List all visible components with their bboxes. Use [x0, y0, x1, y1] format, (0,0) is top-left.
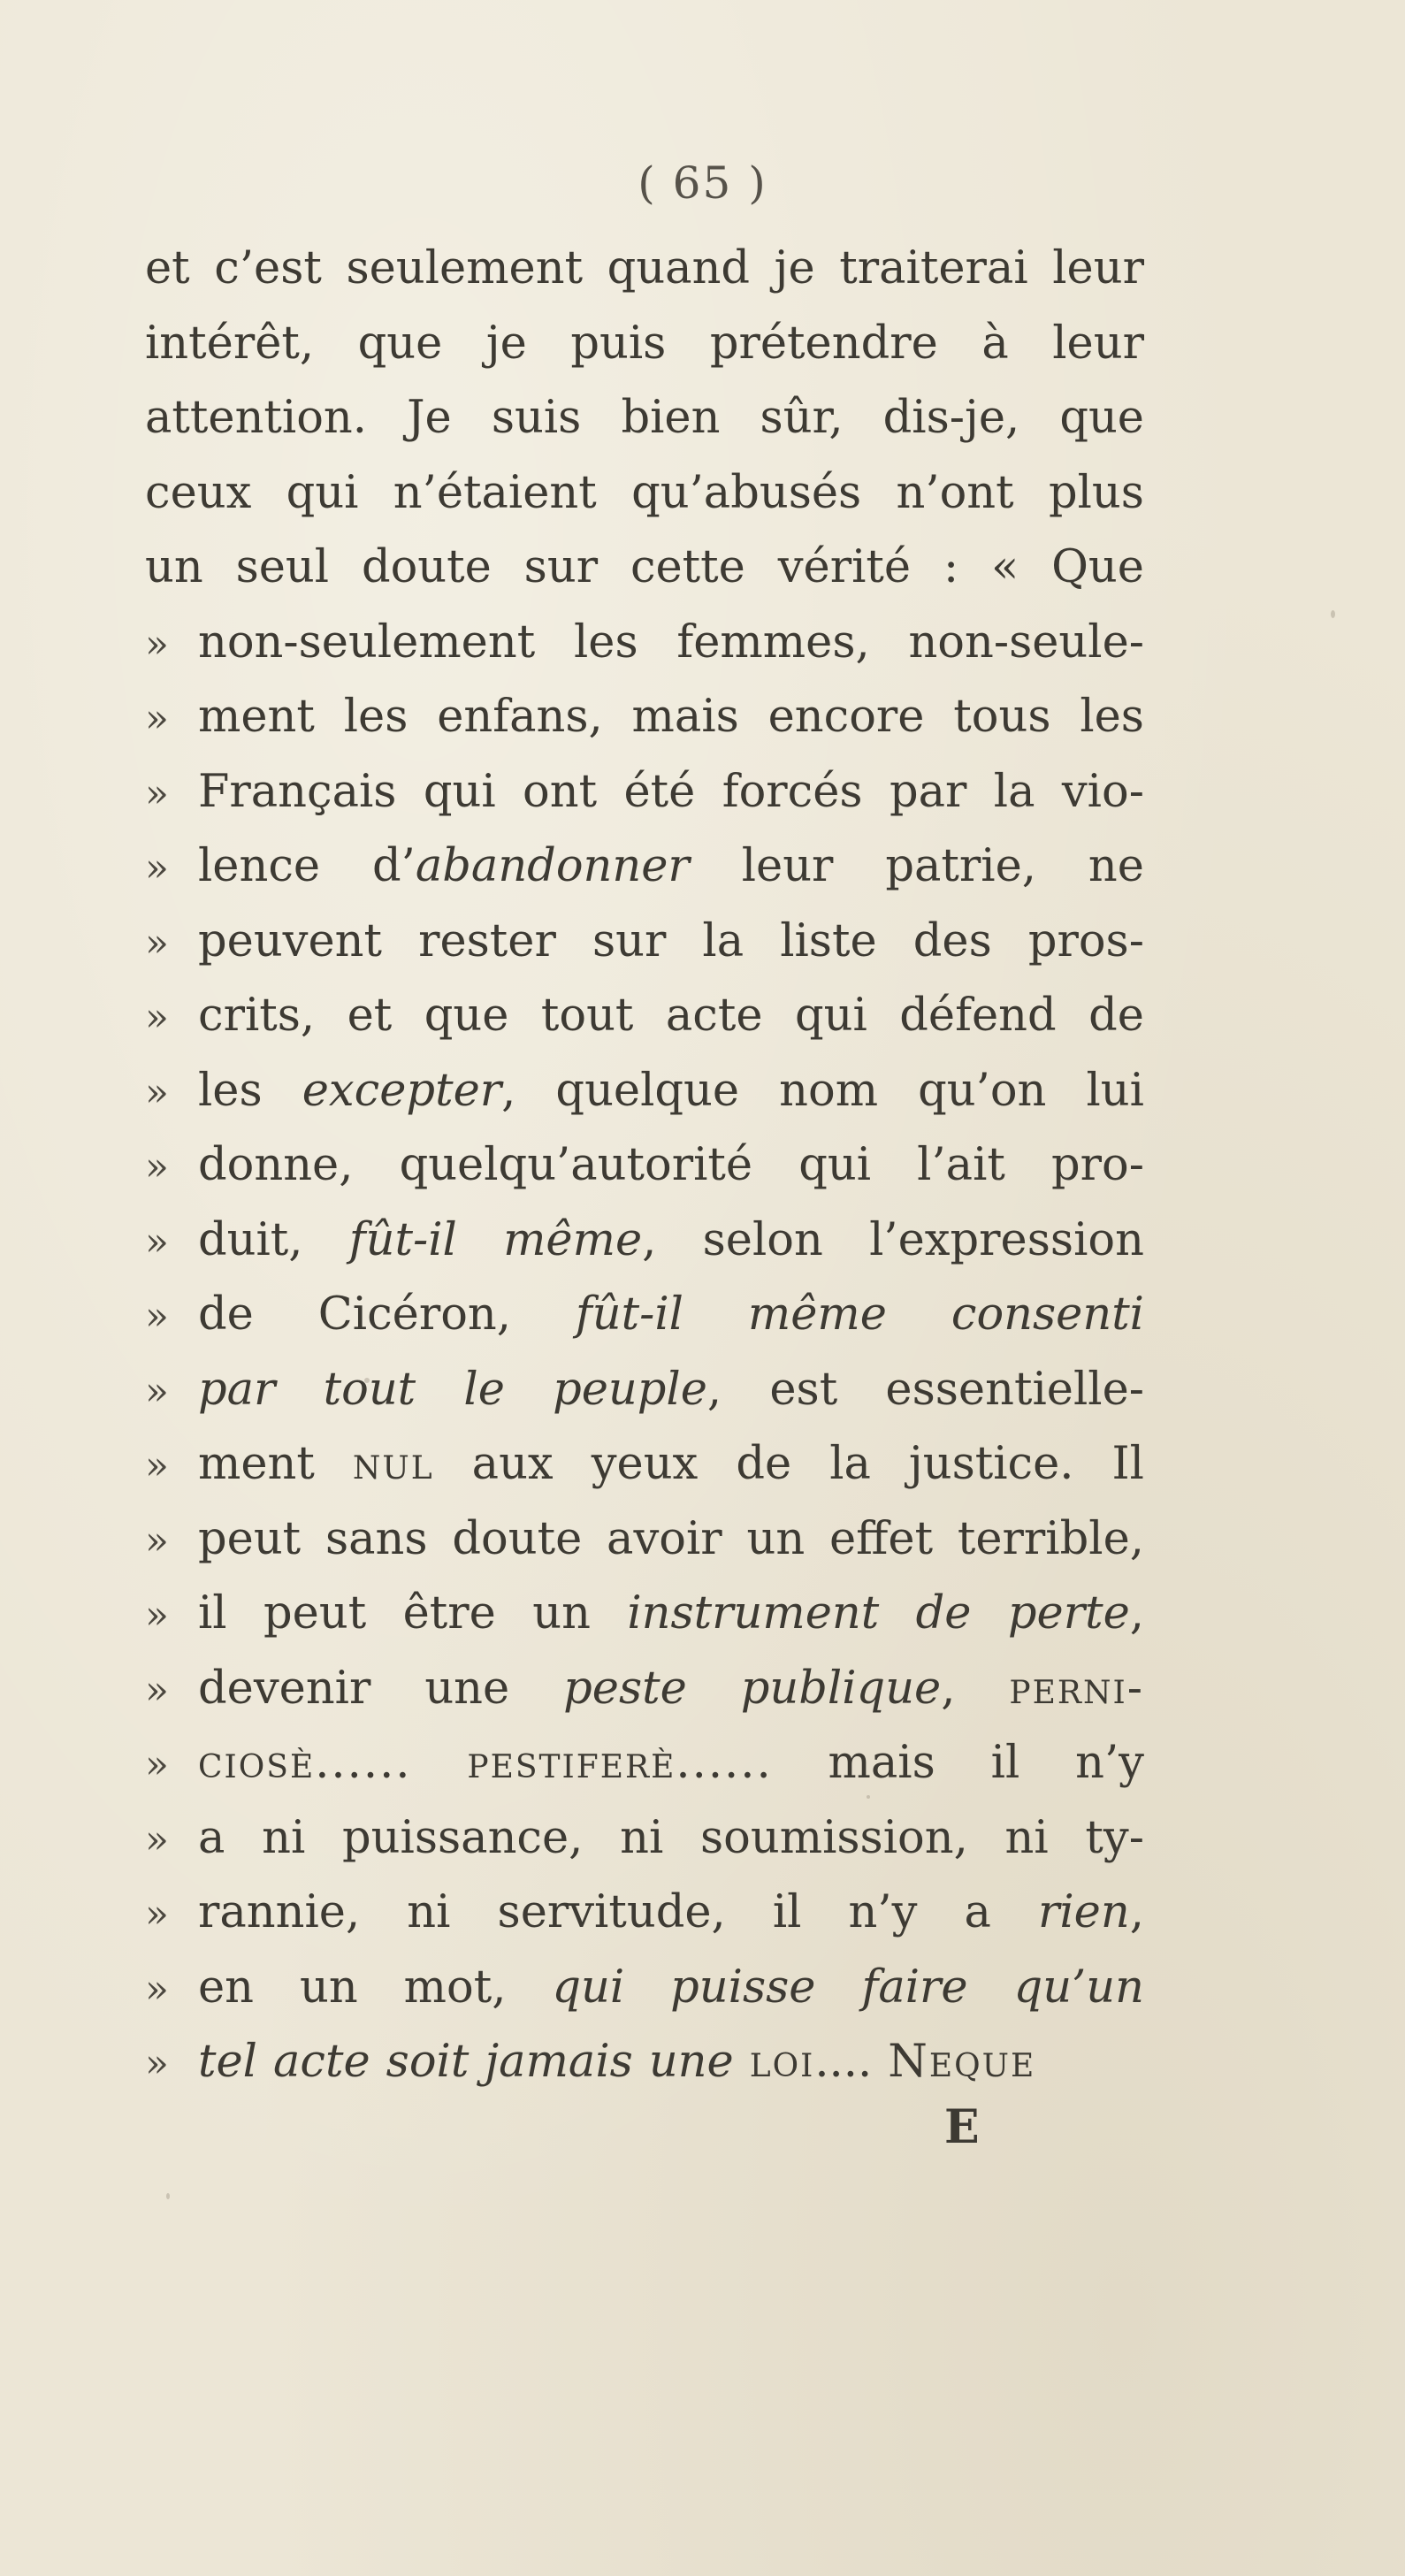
page-number: ( 65 ) [638, 157, 767, 209]
quoted-line [145, 1502, 1144, 1578]
word: Cicéron, [317, 1288, 511, 1341]
word: dis-je, [882, 392, 1020, 444]
word: faire [861, 1961, 968, 2014]
quoted-line [145, 829, 1144, 905]
word: devenir [198, 1662, 371, 1715]
word: attention. [145, 392, 367, 444]
text-line [145, 381, 1144, 456]
quoted-line [145, 1427, 1144, 1502]
quoted-line-text [198, 1577, 1144, 1652]
quoted-line [145, 680, 1144, 755]
word: seulement [346, 242, 584, 294]
word: qui [286, 466, 359, 519]
quoted-line [145, 755, 1144, 830]
paper-speck [867, 1795, 870, 1799]
word: crits, [198, 990, 316, 1042]
text-line [145, 456, 1144, 531]
quoted-line [145, 979, 1144, 1054]
word: leur [1052, 242, 1144, 294]
word: été [623, 765, 696, 818]
guillemet-mark: » [145, 770, 169, 816]
quoted-line-text [198, 905, 1144, 980]
word: même, [503, 1213, 657, 1266]
word: perte, [1007, 1587, 1144, 1640]
quoted-line-text [198, 1204, 1144, 1279]
word: un [532, 1587, 591, 1640]
guillemet-mark: » [145, 1144, 169, 1189]
word: qu’on [918, 1064, 1047, 1117]
quoted-line-text [198, 1427, 1144, 1502]
word: nul [352, 1438, 434, 1490]
word: peuvent [198, 914, 383, 967]
word: effet [828, 1512, 934, 1565]
word: seul [235, 541, 330, 593]
quoted-line [145, 905, 1144, 980]
quoted-line [145, 2025, 1144, 2100]
word: puisse [670, 1961, 816, 2014]
guillemet-mark: » [145, 1966, 169, 2012]
word: des [912, 914, 992, 967]
quoted-line [145, 1054, 1144, 1129]
word: peut [263, 1587, 367, 1640]
word: soit [386, 2036, 470, 2088]
word: les [198, 1064, 263, 1117]
word: les [343, 691, 409, 743]
word: encore [767, 691, 925, 743]
word: essentielle- [885, 1363, 1144, 1416]
word: n’ont [896, 466, 1014, 519]
word: pestiferè...... [467, 1737, 773, 1789]
word: justice. [908, 1438, 1074, 1490]
word: ceux [145, 466, 252, 519]
word: de [1088, 990, 1144, 1042]
word: sur [523, 541, 599, 593]
word: a [198, 1811, 225, 1864]
guillemet-mark: » [145, 995, 169, 1040]
paper-speck [166, 2193, 170, 2199]
quoted-line-text [198, 829, 1144, 905]
word: le [463, 1363, 505, 1416]
word: rien, [1037, 1886, 1144, 1938]
quoted-line [145, 606, 1144, 681]
word: tout [540, 990, 634, 1042]
word: fût-il [348, 1213, 457, 1266]
plain-lines [145, 232, 1144, 606]
word: qu’un [1013, 1961, 1144, 2014]
word: quand [607, 242, 751, 294]
quoted-line-text [198, 979, 1144, 1054]
word: sans [325, 1512, 428, 1565]
word: instrument [627, 1587, 880, 1640]
word: que [357, 317, 443, 370]
word: et [145, 242, 190, 294]
word: non-seule- [908, 615, 1144, 669]
word: d’abandonner [372, 840, 690, 892]
word: il [772, 1886, 802, 1938]
word: ni [620, 1811, 664, 1864]
word: excepter, [302, 1064, 516, 1117]
word: servitude, [497, 1886, 726, 1938]
word: puis [570, 317, 667, 370]
guillemet-mark: » [145, 1368, 169, 1414]
guillemet-mark: » [145, 1742, 169, 1787]
quoted-line-text [198, 1951, 1144, 2026]
word: ment [198, 691, 315, 743]
word: pros- [1027, 914, 1144, 967]
word: femmes, [676, 615, 870, 669]
word: qu’abusés [631, 466, 862, 519]
word: ty- [1085, 1811, 1144, 1864]
guillemet-mark: » [145, 845, 169, 891]
guillemet-mark: » [145, 1892, 169, 1937]
word: aux [471, 1438, 554, 1490]
word: tel [198, 2036, 257, 2088]
word: : [943, 541, 959, 593]
word: non-seulement [198, 615, 536, 669]
word: acte [665, 990, 763, 1042]
text-line [145, 232, 1144, 307]
guillemet-mark: » [145, 1443, 169, 1488]
word: de [915, 1587, 972, 1640]
word: cette [630, 541, 745, 593]
word: loi.... [749, 2036, 873, 2088]
quoted-line-text [198, 1054, 1144, 1129]
word: Je [407, 392, 452, 444]
guillemet-mark: » [145, 2041, 169, 2086]
word: une [424, 1662, 510, 1715]
text-block [145, 232, 1144, 2100]
word: sûr, [760, 392, 844, 444]
word: tous [953, 691, 1051, 743]
quoted-line-text [198, 2025, 1144, 2100]
quoted-line [145, 1951, 1144, 2026]
word: peste [563, 1662, 687, 1715]
word: même [747, 1288, 887, 1341]
word: un [145, 541, 203, 593]
quoted-line-text [198, 606, 1144, 681]
word: n’y [1075, 1737, 1144, 1789]
word: sur [592, 914, 667, 967]
word: être [402, 1587, 496, 1640]
word: perni- [1009, 1662, 1144, 1715]
word: avoir [607, 1512, 722, 1565]
word: doute [452, 1512, 583, 1565]
word: tout [323, 1363, 416, 1416]
word: ni [407, 1886, 451, 1938]
quoted-line-text [198, 1801, 1144, 1877]
word: l’expression [869, 1213, 1144, 1266]
word: par [198, 1363, 276, 1416]
word: plus [1048, 466, 1144, 519]
word: leur [741, 840, 834, 892]
word: mais [631, 691, 739, 743]
quoted-line [145, 1876, 1144, 1951]
word: est [769, 1363, 838, 1416]
word: publique, [740, 1662, 956, 1715]
word: leur [1052, 317, 1144, 370]
quoted-line [145, 1726, 1144, 1801]
quoted-line-text [198, 1502, 1144, 1578]
quoted-passage [145, 606, 1144, 2100]
word: il [198, 1587, 227, 1640]
word: que [424, 990, 509, 1042]
word: de [736, 1438, 792, 1490]
word: qui [423, 765, 496, 818]
quoted-line-text [198, 1652, 1144, 1727]
word: ni [1004, 1811, 1049, 1864]
word: selon [702, 1213, 823, 1266]
word: n’étaient [393, 466, 597, 519]
word: duit, [198, 1213, 303, 1266]
word: les [1080, 691, 1144, 743]
word: de [198, 1288, 254, 1341]
word: intérêt, [145, 317, 315, 370]
word: je [485, 317, 527, 370]
word: lence [198, 840, 321, 892]
word: quelqu’autorité [399, 1139, 753, 1191]
word: mais [828, 1737, 935, 1789]
word: la [993, 765, 1035, 818]
word: traiterai [839, 242, 1028, 294]
word: et [347, 990, 393, 1042]
word: la [702, 914, 744, 967]
word: yeux [591, 1438, 699, 1490]
word: à [981, 317, 1009, 370]
word: vérité [777, 541, 912, 593]
word: fût-il [575, 1288, 683, 1341]
word: l’ait [917, 1139, 1005, 1191]
guillemet-mark: » [145, 1517, 169, 1563]
word: ment [198, 1438, 315, 1490]
word: ont [523, 765, 598, 818]
quoted-line-text [198, 1353, 1144, 1428]
word: Que [1051, 541, 1144, 593]
word: Neque [888, 2036, 1036, 2088]
word: donne, [198, 1139, 354, 1191]
quoted-line-text [198, 1876, 1144, 1951]
word: terrible, [957, 1512, 1144, 1565]
quoted-line [145, 1204, 1144, 1279]
word: patrie, [885, 840, 1036, 892]
word: peut [198, 1512, 302, 1565]
word: en [198, 1961, 255, 2014]
word: nom [779, 1064, 879, 1117]
quoted-line [145, 1353, 1144, 1428]
word: ne [1088, 840, 1144, 892]
word: pro- [1051, 1139, 1144, 1191]
word: forcés [722, 765, 863, 818]
word: jamais [485, 2036, 633, 2088]
word: acte [273, 2036, 370, 2088]
word: puissance, [342, 1811, 584, 1864]
word: par [889, 765, 967, 818]
word: consenti [951, 1288, 1144, 1341]
word: une [648, 2036, 734, 2088]
word: vio- [1061, 765, 1144, 818]
quoted-line-text [198, 1128, 1144, 1204]
word: n’y [848, 1886, 918, 1938]
quoted-line-text [198, 755, 1144, 830]
paper-speck [364, 1378, 370, 1383]
word: qui [798, 1139, 872, 1191]
word: bien [621, 392, 721, 444]
word: ciosè...... [198, 1737, 412, 1789]
word: enfans, [437, 691, 603, 743]
guillemet-mark: » [145, 1219, 169, 1265]
word: quelque [555, 1064, 740, 1117]
word: a [964, 1886, 991, 1938]
word: rester [418, 914, 556, 967]
quoted-line-text [198, 1278, 1144, 1353]
word: lui [1086, 1064, 1144, 1117]
word: ni [262, 1811, 306, 1864]
quoted-line [145, 1128, 1144, 1204]
guillemet-mark: » [145, 920, 169, 966]
signature-mark: E [944, 2100, 980, 2154]
text-line [145, 531, 1144, 606]
word: prétendre [709, 317, 938, 370]
quoted-line-text [198, 1726, 1144, 1801]
word: qui [552, 1961, 625, 2014]
word: « [991, 541, 1019, 593]
word: qui [794, 990, 867, 1042]
guillemet-mark: » [145, 1294, 169, 1339]
guillemet-mark: » [145, 1667, 169, 1713]
paper-speck [1331, 610, 1335, 618]
word: je [774, 242, 815, 294]
word: mot, [403, 1961, 507, 2014]
word: doute [361, 541, 492, 593]
text-line [145, 307, 1144, 382]
quoted-line [145, 1577, 1144, 1652]
word: il [990, 1737, 1020, 1789]
quoted-line [145, 1801, 1144, 1877]
word: rannie, [198, 1886, 361, 1938]
word: un [299, 1961, 358, 2014]
quoted-line [145, 1652, 1144, 1727]
word: soumission, [699, 1811, 968, 1864]
word: un [746, 1512, 806, 1565]
guillemet-mark: » [145, 696, 169, 741]
word: Français [198, 765, 397, 818]
guillemet-mark: » [145, 621, 169, 667]
word: défend [899, 990, 1057, 1042]
word: liste [780, 914, 877, 967]
word: la [829, 1438, 871, 1490]
guillemet-mark: » [145, 1593, 169, 1638]
word: que [1059, 392, 1144, 444]
guillemet-mark: » [145, 1816, 169, 1862]
word: les [573, 615, 638, 669]
quoted-line-text [198, 680, 1144, 755]
word: c’est [214, 242, 322, 294]
guillemet-mark: » [145, 1069, 169, 1115]
quoted-line [145, 1278, 1144, 1353]
word: Il [1111, 1438, 1144, 1490]
word: suis [491, 392, 582, 444]
word: peuple, [553, 1363, 722, 1416]
